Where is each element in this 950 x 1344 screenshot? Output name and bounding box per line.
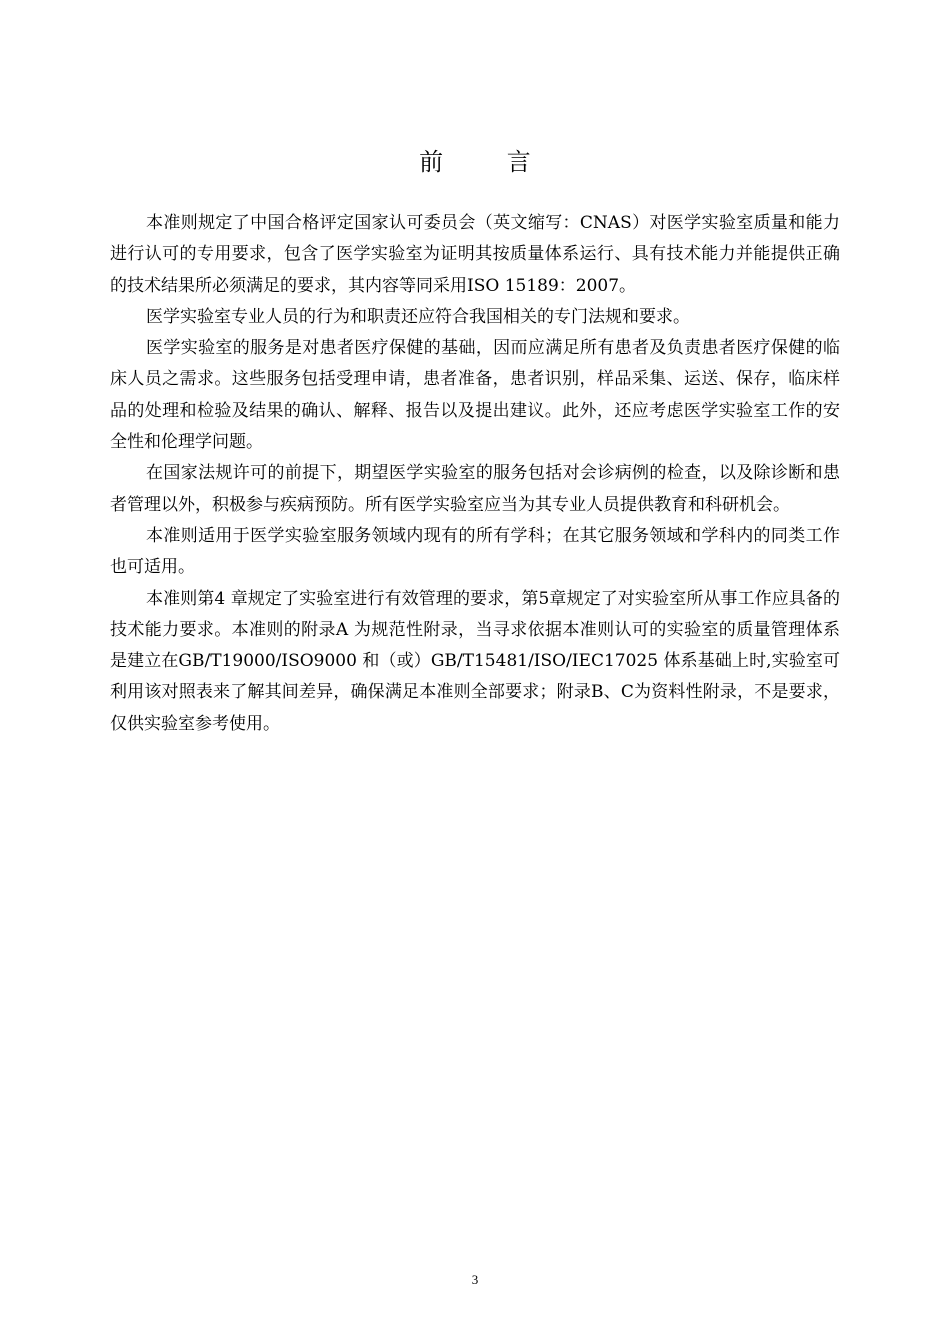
foreword-body xyxy=(110,208,840,740)
paragraph-scope: 本准则规定了中国合格评定国家认可委员会（英文缩写：CNAS）对医学实验室质量和能力进行认可的专用要求，包含了医学实验室为证明其按质量体系运行、具有技术能力并能提供正确的技术结果所必须满足的要求，其内容等同采用ISO 15189：2007。 xyxy=(110,213,840,296)
page-title: 前 言 xyxy=(419,148,559,176)
paragraph-professional-conduct: 医学实验室专业人员的行为和职责还应符合我国相关的专门法规和要求。 xyxy=(146,306,690,327)
paragraph-consultation: 在国家法规许可的前提下，期望医学实验室的服务包括对会诊病例的检查，以及除诊断和患者管理以外，积极参与疾病预防。所有医学实验室应当为其专业人员提供教育和科研机会。 xyxy=(110,463,840,515)
paragraph-chapters-annexes: 本准则第4 章规定了实验室进行有效管理的要求，第5章规定了对实验室所从事工作应具备的技术能力要求。本准则的附录A 为规范性附录，当寻求依据本准则认可的实验室的质量管理体系是建立在GB/T19000/ISO9000 和（或）GB/T15481/ISO/IEC17025 体系基础上时,实验室可利用该对照表来了解其间差异，确保满足本准则全部要求；附录B、C为资料性附录，不是要求，仅供实验室参考使用。 xyxy=(110,588,840,734)
paragraph-applicability: 本准则适用于医学实验室服务领域内现有的所有学科；在其它服务领域和学科内的同类工作也可适用。 xyxy=(110,525,840,578)
paragraph-services: 医学实验室的服务是对患者医疗保健的基础，因而应满足所有患者及负责患者医疗保健的临床人员之需求。这些服务包括受理申请，患者准备，患者识别，样品采集、运送、保存，临床样品的处理和检验及结果的确认、解释、报告以及提出建议。此外，还应考虑医学实验室工作的安全性和伦理学问题。 xyxy=(110,338,840,453)
page-number: 3 xyxy=(471,1272,479,1287)
